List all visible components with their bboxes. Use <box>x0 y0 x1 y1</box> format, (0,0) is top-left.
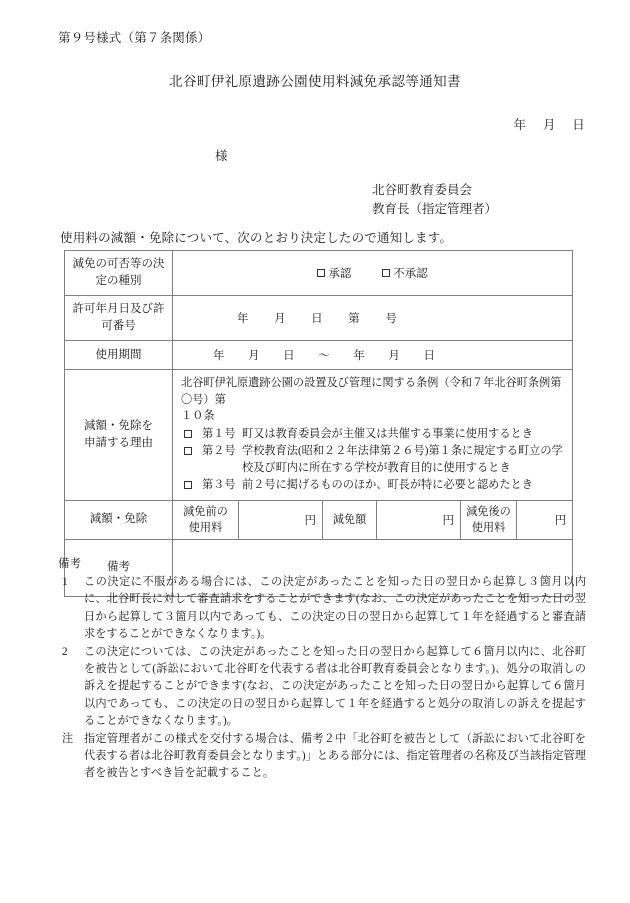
ordinance-line-2: １０条 <box>181 410 215 422</box>
label-amount-after-line2: 使用料 <box>471 521 506 534</box>
form-number: 第９号様式（第７条関係） <box>58 31 211 45</box>
footnote-item <box>58 644 586 730</box>
reason-content <box>173 370 573 501</box>
label-reason <box>65 370 173 501</box>
permit-date-number <box>173 310 572 326</box>
checkbox-icon[interactable] <box>382 269 390 277</box>
label-amount-before <box>173 500 239 539</box>
footnote-2-text: この決定については、この決定があったことを知った日の翌日から起算して６箇月以内に、北谷町を被告として(訴訟において北谷町を代表する者は北谷町教育委員会となります。)、処分の取消しの訴えを提起することができます(なお、この決定があったことを知った日の翌日から起算して６箇月以内であっても、この決定の日の翌日から起算して１年を経過すると処分の取消しの訴えを提起することができなくなります。)。 <box>84 646 586 727</box>
issuer-officer: 教育長（指定管理者） <box>372 202 498 216</box>
label-decision-type: 減免の可否等の決定の種別 <box>65 251 173 296</box>
issuer-block <box>372 181 497 219</box>
page-title: 北谷町伊礼原遺跡公園使用料減免承認等通知書 <box>169 74 461 89</box>
reason-option-2-text: 学校教育法(昭和２２年法律第２６号)第１条に規定する町立の学校及び町内に所在する学校が教育目的に使用するとき <box>242 445 563 474</box>
checkbox-icon[interactable] <box>184 481 192 489</box>
period-separator: ～ <box>318 350 330 362</box>
addressee-line: 様 <box>215 149 228 163</box>
option-approve[interactable] <box>317 265 351 281</box>
label-amount-before-line1: 減免前の <box>183 505 228 518</box>
unit-yen-reduction: 円 <box>442 514 454 527</box>
label-permit: 許可年月日及び許可番号 <box>65 296 173 341</box>
footnotes-title: 備考 <box>58 558 81 570</box>
label-remarks: 備考 <box>65 539 173 596</box>
option-reject-label: 不承認 <box>393 268 428 280</box>
period-to-day: 日 <box>423 350 436 362</box>
issue-date-line <box>514 115 585 133</box>
label-amount-before-line2: 使用料 <box>188 521 223 534</box>
usage-period <box>173 347 572 363</box>
issue-date-year: 年 <box>513 118 527 132</box>
footnote-3-text: 指定管理者がこの様式を交付する場合は、備考２中「北谷町を被告として（訴訟において北谷町を代表する者は北谷町教育委員会となります。)」とある部分には、指定管理者の名称及び当該指定管理者を被告とすべき旨を記載すること。 <box>84 733 586 780</box>
table-row-amounts <box>65 500 573 539</box>
footnote-2-marker: 2 <box>62 646 68 659</box>
permit-day: 日 <box>311 313 323 325</box>
value-amount-before[interactable] <box>239 500 323 539</box>
decision-type-options <box>173 265 572 281</box>
checkbox-icon[interactable] <box>184 430 192 438</box>
reason-option-2[interactable] <box>181 443 566 476</box>
period-from-year: 年 <box>213 350 225 362</box>
table-row-decision-type <box>65 251 573 296</box>
label-reason-line1: 減額・免除を <box>84 419 153 432</box>
period-from-month: 月 <box>248 350 260 362</box>
decision-table <box>64 250 573 597</box>
unit-yen-after: 円 <box>554 514 567 527</box>
footnotes <box>58 556 586 783</box>
value-amount-after[interactable] <box>517 500 573 539</box>
table-row-reason <box>65 370 573 501</box>
footnote-item <box>58 731 586 783</box>
permit-month: 月 <box>274 313 286 325</box>
reason-option-3[interactable] <box>181 477 566 494</box>
period-from-day: 日 <box>283 350 295 362</box>
table-row-period <box>65 341 573 370</box>
lead-text: 使用料の減額・免除について、次のとおり決定したので通知します。 <box>60 231 453 245</box>
label-amount-reduction: 減免額 <box>323 500 377 539</box>
issuer-organization: 北谷町教育委員会 <box>372 183 473 197</box>
footnote-item <box>58 574 586 643</box>
period-to-year: 年 <box>353 350 366 362</box>
checkbox-icon[interactable] <box>184 447 192 455</box>
reason-option-1-text: 町又は教育委員会が主催又は共催する事業に使用するとき <box>242 427 533 440</box>
unit-yen-before: 円 <box>304 514 316 527</box>
footnote-3-marker: 注 <box>62 733 74 746</box>
reason-option-2-number: 第２号 <box>202 445 236 457</box>
issue-date-month: 月 <box>542 118 556 132</box>
label-period: 使用期間 <box>65 341 173 370</box>
permit-no-suffix: 号 <box>385 313 398 325</box>
option-reject[interactable] <box>382 265 428 281</box>
reason-option-3-text: 前２号に掲げるもののほか、町長が特に必要と認めたとき <box>242 479 533 491</box>
period-to-month: 月 <box>388 350 401 362</box>
ordinance-line-1: 北谷町伊礼原遺跡公園の設置及び管理に関する条例（令和７年北谷町条例第〇号）第 <box>181 377 562 406</box>
checkbox-icon[interactable] <box>317 269 325 277</box>
reason-option-1[interactable] <box>181 426 566 443</box>
label-amount-after-line1: 減免後の <box>466 505 511 518</box>
reason-option-1-number: 第１号 <box>202 427 236 440</box>
permit-no-prefix: 第 <box>348 313 360 325</box>
option-approve-label: 承認 <box>328 268 352 280</box>
issue-date-day: 日 <box>572 118 585 132</box>
table-row-permit <box>65 296 573 341</box>
value-amount-reduction[interactable] <box>377 500 461 539</box>
label-amount-after <box>461 500 517 539</box>
permit-year: 年 <box>237 313 249 325</box>
reason-option-3-number: 第３号 <box>202 479 236 491</box>
footnote-1-text: この決定に不服がある場合には、この決定があったことを知った日の翌日から起算し３箇月以内に、北谷町長に対して審査請求をすることができます(なお、この決定があったことを知った日の翌日から起算して３箇月以内であっても、この決定の日の翌日から起算して１年を経過すると審査請求をすることができなくなります。)。 <box>84 576 586 640</box>
label-amounts: 減額・免除 <box>65 500 173 539</box>
footnote-1-marker: 1 <box>62 576 68 589</box>
label-reason-line2: 申請する理由 <box>84 436 153 449</box>
